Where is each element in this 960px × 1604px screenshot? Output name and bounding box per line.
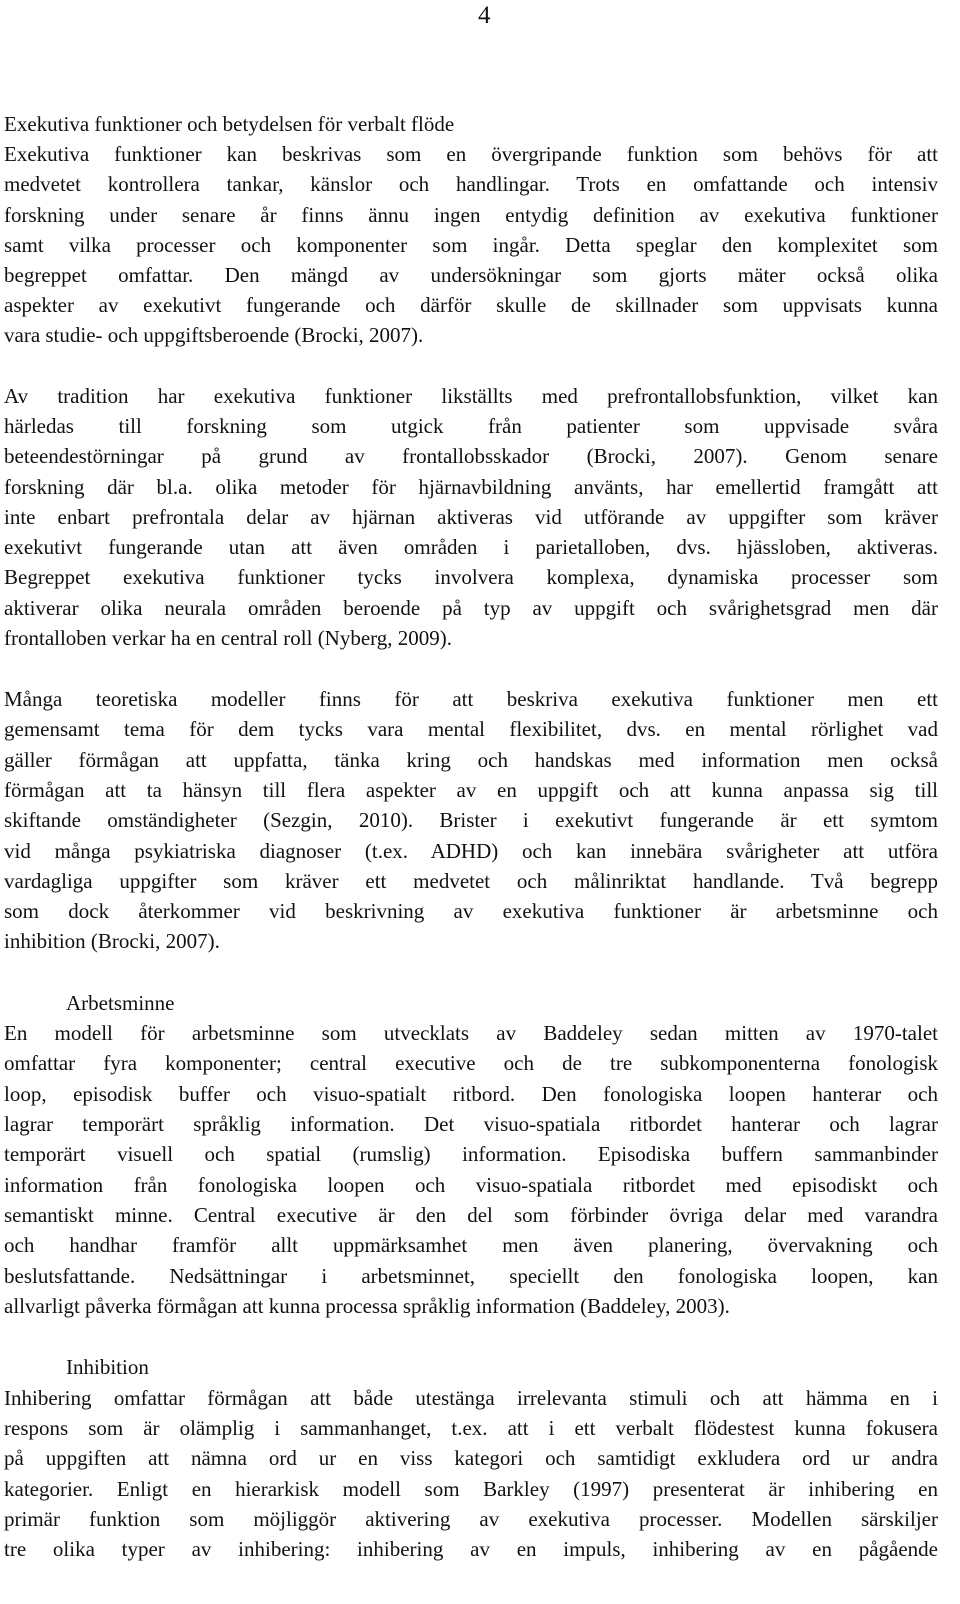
text-line: exekutivt fungerande utan att även områden i parietalloben, dvs. hjässloben, aktiveras. [4, 535, 938, 559]
text-line: samt vilka processer och komponenter som ingår. Detta speglar den komplexitet som [4, 233, 938, 257]
text-line: härledas till forskning som utgick från patienter som uppvisade svåra [4, 414, 938, 438]
text-line: aspekter av exekutivt fungerande och därför skulle de skillnader som uppvisats kunna [4, 293, 938, 317]
text-line: vardagliga uppgifter som kräver ett medvetet och målinriktat handlande. Två begrepp [4, 869, 938, 893]
page-number: 4 [478, 2, 491, 29]
text-line: Begreppet exekutiva funktioner tycks involvera komplexa, dynamiska processer som [4, 565, 938, 589]
text-line: beteendestörningar på grund av frontallobsskador (Brocki, 2007). Genom senare [4, 444, 938, 468]
text-line: beslutsfattande. Nedsättningar i arbetsminnet, speciellt den fonologiska loopen, kan [4, 1264, 938, 1288]
text-line: Många teoretiska modeller finns för att beskriva exekutiva funktioner men ett [4, 687, 938, 711]
text-line: semantiskt minne. Central executive är den del som förbinder övriga delar med varandra [4, 1203, 938, 1227]
text-line: gäller förmågan att uppfatta, tänka kring och handskas med information men också [4, 748, 938, 772]
text-line: vara studie- och uppgiftsberoende (Brocki, 2007). [4, 323, 424, 347]
section-heading: Inhibition [66, 1355, 149, 1379]
text-line: Av tradition har exekutiva funktioner likställts med prefrontallobsfunktion, vilket kan [4, 384, 938, 408]
text-line: aktiverar olika neurala områden beroende på typ av uppgift och svårighetsgrad men där [4, 596, 938, 620]
text-line: forskning där bl.a. olika metoder för hjärnavbildning använts, har emellertid framgått att [4, 475, 938, 499]
text-line: gemensamt tema för dem tycks vara mental flexibilitet, dvs. en mental rörlighet vad [4, 717, 938, 741]
text-line: inte enbart prefrontala delar av hjärnan aktiveras vid utförande av uppgifter som kräver [4, 505, 938, 529]
text-line: kategorier. Enligt en hierarkisk modell som Barkley (1997) presenterat är inhibering en [4, 1477, 938, 1501]
text-line: Exekutiva funktioner kan beskrivas som en övergripande funktion som behövs för att [4, 142, 938, 166]
text-line: och handhar framför allt uppmärksamhet men även planering, övervakning och [4, 1233, 938, 1257]
text-line: vid många psykiatriska diagnoser (t.ex. ADHD) och kan innebära svårigheter att utföra [4, 839, 938, 863]
text-line: allvarligt påverka förmågan att kunna processa språklig information (Baddeley, 2003). [4, 1294, 730, 1318]
text-line: primär funktion som möjliggör aktivering av exekutiva processer. Modellen särskiljer [4, 1507, 938, 1531]
text-line: omfattar fyra komponenter; central executive och de tre subkomponenterna fonologisk [4, 1051, 938, 1075]
text-line: medvetet kontrollera tankar, känslor och handlingar. Trots en omfattande och intensiv [4, 172, 938, 196]
section-heading: Arbetsminne [66, 991, 175, 1015]
text-line: tre olika typer av inhibering: inhibering av en impuls, inhibering av en pågående [4, 1537, 938, 1561]
text-line: loop, episodisk buffer och visuo-spatialt ritbord. Den fonologiska loopen hanterar och [4, 1082, 938, 1106]
text-line: förmågan att ta hänsyn till flera aspekter av en uppgift och att kunna anpassa sig till [4, 778, 938, 802]
text-line: lagrar temporärt språklig information. Det visuo-spatiala ritbordet hanterar och lagrar [4, 1112, 938, 1136]
text-line: En modell för arbetsminne som utvecklats av Baddeley sedan mitten av 1970-talet [4, 1021, 938, 1045]
section-heading: Exekutiva funktioner och betydelsen för verbalt flöde [4, 112, 455, 136]
text-line: Inhibering omfattar förmågan att både utestänga irrelevanta stimuli och att hämma en i [4, 1386, 938, 1410]
text-line: frontalloben verkar ha en central roll (Nyberg, 2009). [4, 626, 453, 650]
text-line: temporärt visuell och spatial (rumslig) information. Episodiska buffern sammanbinder [4, 1142, 938, 1166]
text-line: på uppgiften att nämna ord ur en viss kategori och samtidigt exkludera ord ur andra [4, 1446, 938, 1470]
text-line: skiftande omständigheter (Sezgin, 2010). Brister i exekutivt fungerande är ett symtom [4, 808, 938, 832]
text-line: information från fonologiska loopen och visuo-spatiala ritbordet med episodiskt och [4, 1173, 938, 1197]
text-line: som dock återkommer vid beskrivning av exekutiva funktioner är arbetsminne och [4, 899, 938, 923]
text-line: begreppet omfattar. Den mängd av undersökningar som gjorts mäter också olika [4, 263, 938, 287]
text-line: inhibition (Brocki, 2007). [4, 929, 220, 953]
text-line: forskning under senare år finns ännu ingen entydig definition av exekutiva funktioner [4, 203, 938, 227]
text-line: respons som är olämplig i sammanhanget, t.ex. att i ett verbalt flödestest kunna fokusera [4, 1416, 938, 1440]
